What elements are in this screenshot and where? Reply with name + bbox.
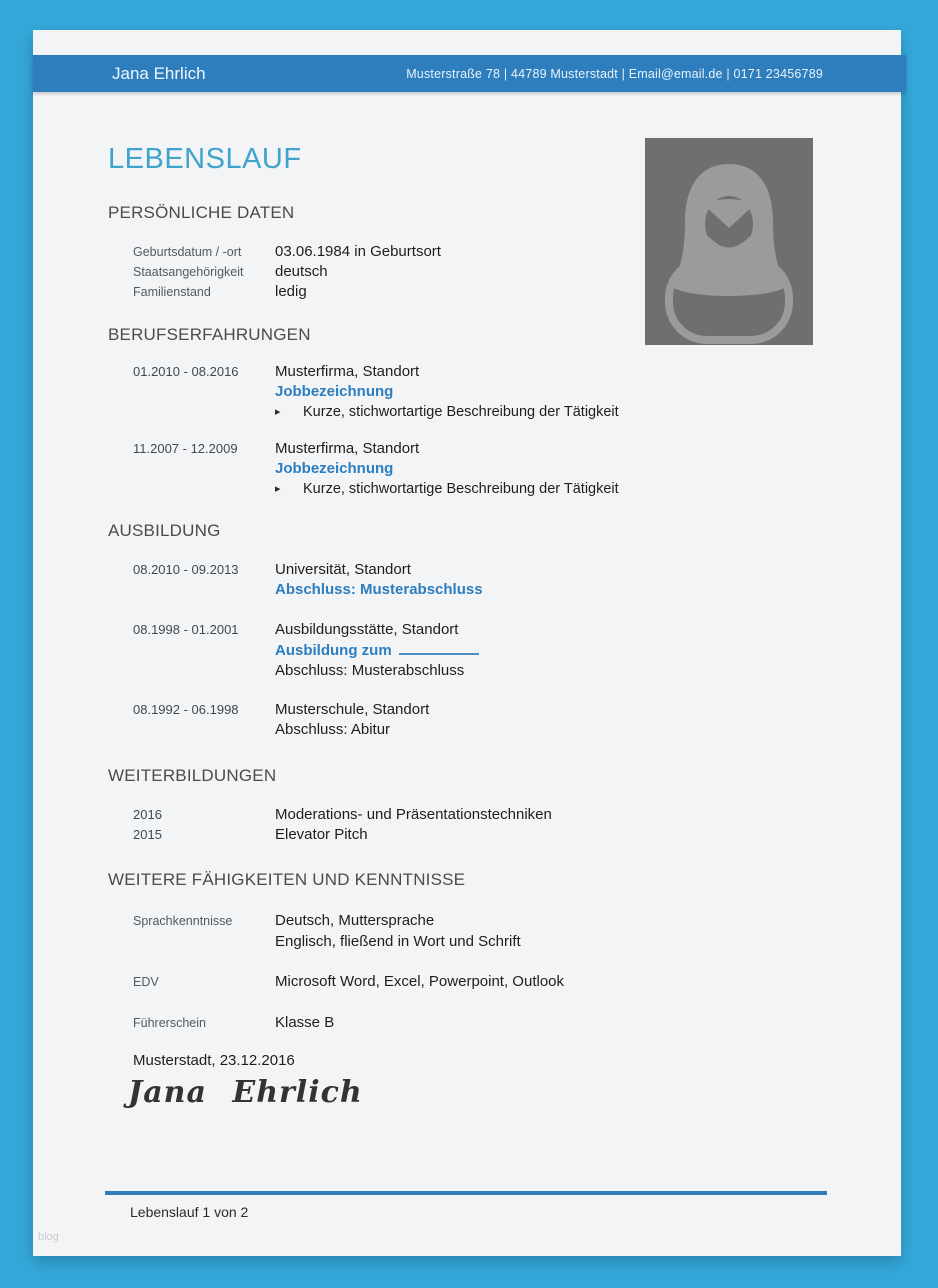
skill-value: Englisch, fließend in Wort und Schrift bbox=[275, 933, 521, 950]
place-and-date: Musterstadt, 23.12.2016 bbox=[133, 1052, 295, 1069]
degree-title: Abschluss: Musterabschluss bbox=[275, 581, 483, 598]
training-row bbox=[108, 805, 643, 825]
training-year: 2016 bbox=[133, 807, 162, 822]
company-name: Musterfirma, Standort bbox=[275, 440, 420, 457]
personal-value: deutsch bbox=[275, 263, 328, 280]
training-row bbox=[108, 825, 643, 845]
bullet-arrow-icon: ▸ bbox=[275, 483, 281, 495]
page-title: LEBENSLAUF bbox=[108, 143, 302, 175]
personal-row bbox=[108, 282, 643, 302]
entry-date-range: 08.2010 - 09.2013 bbox=[133, 562, 239, 577]
training-year: 2015 bbox=[133, 827, 162, 842]
job-description-text: Kurze, stichwortartige Beschreibung der Tätigkeit bbox=[303, 481, 619, 497]
training-value: Elevator Pitch bbox=[275, 826, 368, 843]
cv-content bbox=[108, 142, 643, 1110]
skill-label: EDV bbox=[133, 975, 159, 989]
footer-divider-line bbox=[105, 1191, 827, 1195]
job-description-item bbox=[275, 402, 619, 422]
job-description-text: Kurze, stichwortartige Beschreibung der Tätigkeit bbox=[303, 404, 619, 420]
skill-values bbox=[275, 971, 564, 992]
degree-title bbox=[275, 640, 479, 661]
institution-name: Universität, Standort bbox=[275, 561, 411, 578]
profile-photo-placeholder bbox=[645, 138, 813, 345]
job-title: Jobbezeichnung bbox=[275, 460, 394, 477]
institution-name: Ausbildungsstätte, Standort bbox=[275, 621, 459, 638]
watermark-text: blog bbox=[38, 1231, 59, 1243]
skill-row bbox=[108, 971, 643, 993]
skill-value: Deutsch, Muttersprache bbox=[275, 912, 435, 929]
section-heading-experience: BERUFSERFAHRUNGEN bbox=[108, 325, 311, 344]
job-title: Jobbezeichnung bbox=[275, 383, 394, 400]
experience-entry bbox=[108, 362, 643, 422]
entry-body bbox=[275, 439, 619, 499]
education-entry bbox=[108, 700, 643, 740]
entry-date-range: 08.1998 - 01.2001 bbox=[133, 622, 239, 637]
skill-values bbox=[275, 1012, 334, 1033]
cv-page bbox=[33, 30, 901, 1256]
entry-body bbox=[275, 620, 479, 681]
entry-body bbox=[275, 560, 483, 600]
header-name: Jana Ehrlich bbox=[112, 63, 206, 83]
personal-label: Geburtsdatum / -ort bbox=[133, 245, 242, 259]
skill-label: Sprachkenntnisse bbox=[133, 914, 233, 928]
degree-note: Abschluss: Musterabschluss bbox=[275, 662, 465, 679]
degree-title-text: Ausbildung zum bbox=[275, 642, 392, 659]
job-description-item bbox=[275, 479, 619, 499]
skill-values bbox=[275, 910, 521, 952]
page-number-indicator: Lebenslauf 1 von 2 bbox=[130, 1204, 249, 1220]
personal-row bbox=[108, 262, 643, 282]
skill-row bbox=[108, 910, 643, 952]
section-heading-education: AUSBILDUNG bbox=[108, 521, 221, 540]
entry-date-range: 11.2007 - 12.2009 bbox=[133, 441, 238, 456]
experience-entry bbox=[108, 439, 643, 499]
personal-value: 03.06.1984 in Geburtsort bbox=[275, 243, 441, 260]
header-contact-info: Musterstraße 78 | 44789 Musterstadt | Email@email.de | 0171 23456789 bbox=[406, 66, 823, 81]
section-heading-skills: WEITERE FÄHIGKEITEN UND KENNTNISSE bbox=[108, 870, 466, 889]
personal-row bbox=[108, 242, 643, 262]
education-entry bbox=[108, 620, 643, 681]
bullet-arrow-icon: ▸ bbox=[275, 406, 281, 418]
signature: Jana Ehrlich bbox=[128, 1075, 363, 1110]
header-bar bbox=[33, 55, 906, 92]
entry-body bbox=[275, 700, 429, 740]
section-heading-personal: PERSÖNLICHE DATEN bbox=[108, 203, 295, 222]
personal-label: Staatsangehörigkeit bbox=[133, 265, 244, 279]
skill-row bbox=[108, 1012, 643, 1034]
section-heading-training: WEITERBILDUNGEN bbox=[108, 766, 277, 785]
skill-value: Klasse B bbox=[275, 1014, 335, 1031]
entry-date-range: 01.2010 - 08.2016 bbox=[133, 364, 239, 379]
institution-name: Musterschule, Standort bbox=[275, 701, 430, 718]
personal-label: Familienstand bbox=[133, 285, 211, 299]
training-value: Moderations- und Präsentationstechniken bbox=[275, 806, 552, 823]
education-entry bbox=[108, 560, 643, 600]
degree-note: Abschluss: Abitur bbox=[275, 721, 391, 738]
skill-value: Microsoft Word, Excel, Powerpoint, Outlook bbox=[275, 973, 564, 990]
entry-date-range: 08.1992 - 06.1998 bbox=[133, 702, 239, 717]
skill-label: Führerschein bbox=[133, 1016, 206, 1030]
person-silhouette-icon bbox=[645, 138, 813, 345]
personal-value: ledig bbox=[275, 283, 307, 300]
entry-body bbox=[275, 362, 619, 422]
fill-in-blank-line bbox=[399, 640, 479, 655]
company-name: Musterfirma, Standort bbox=[275, 363, 420, 380]
